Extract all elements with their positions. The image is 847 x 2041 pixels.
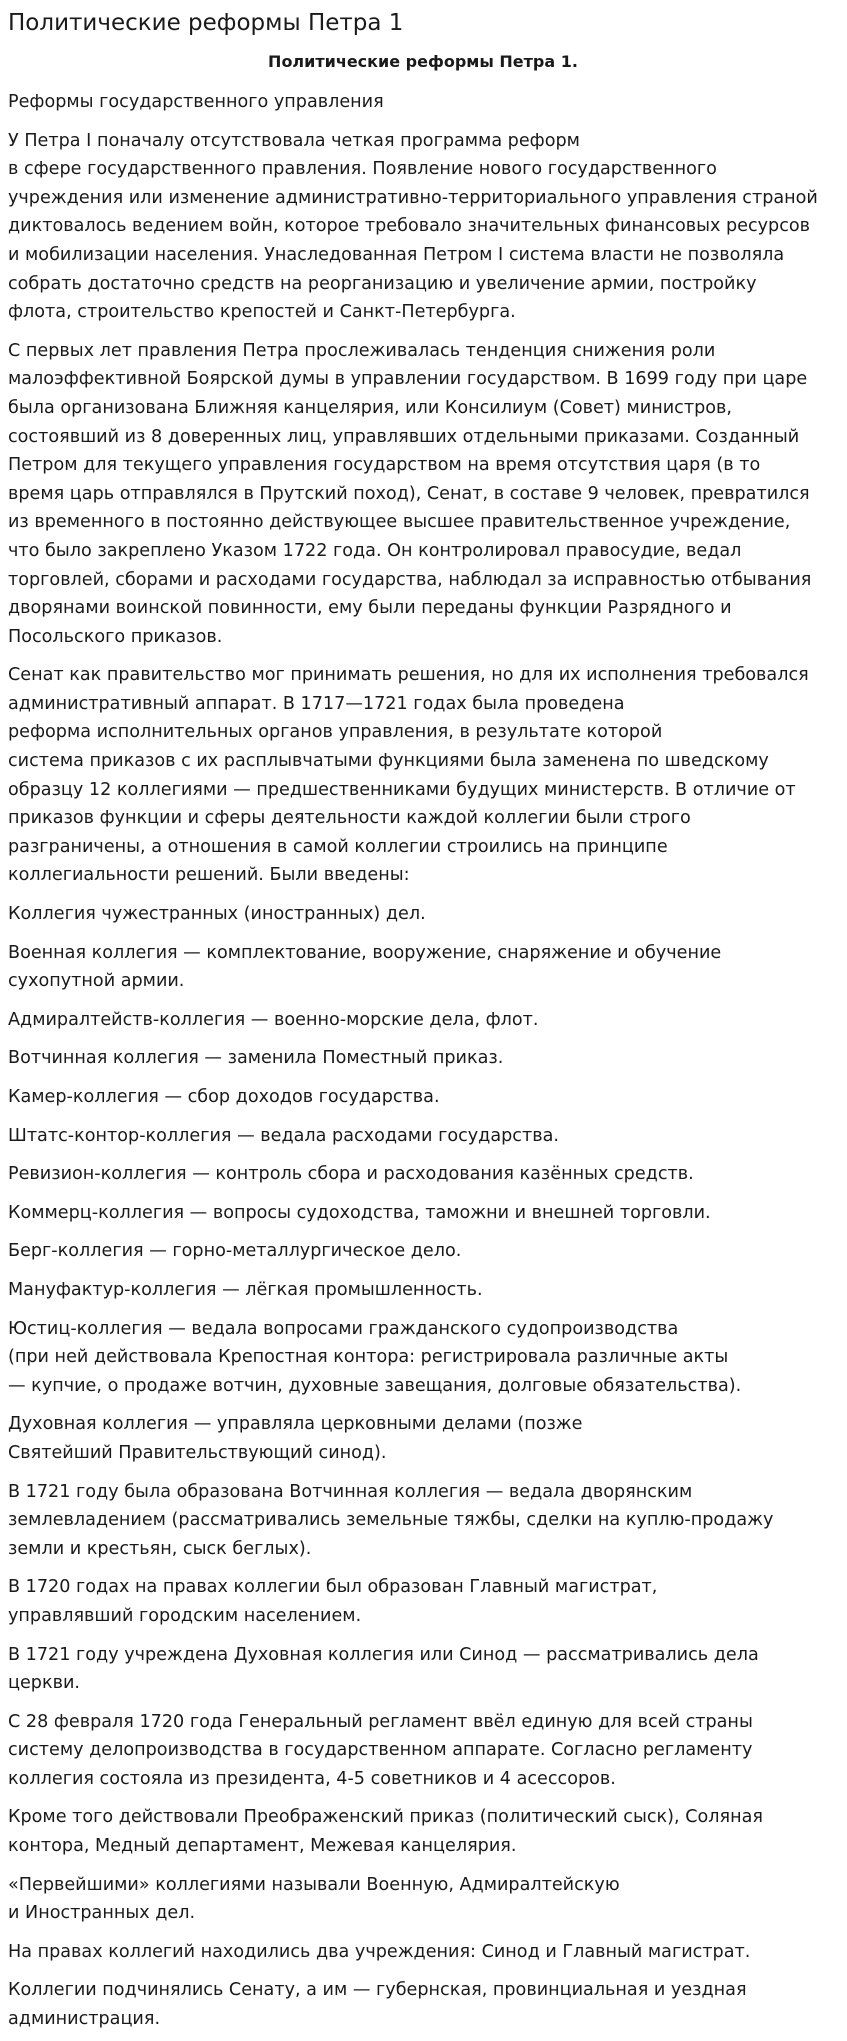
paragraph-line: «Первейшими» коллегиями называли Военную, Адмиралтейскую	[8, 1874, 620, 1895]
paragraph-line: время царь отправлялся в Прутский поход), Сенат, в составе 9 человек, превратился	[8, 483, 810, 504]
paragraph-line: Коммерц-коллегия — вопросы судоходства, таможни и внешней торговли.	[8, 1202, 711, 1223]
paragraph	[8, 1708, 838, 1794]
paragraph	[8, 1276, 838, 1305]
paragraph-line: На правах коллегий находились два учреждения: Синод и Главный магистрат.	[8, 1941, 751, 1962]
paragraph-line: Берг-коллегия — горно-металлургическое дело.	[8, 1241, 462, 1262]
paragraph-line: Коллегия чужестранных (иностранных) дел.	[8, 904, 426, 925]
paragraph-line: разграничены, а отношения в самой коллегии строились на принципе	[8, 836, 668, 857]
paragraph-line: (при ней действовала Крепостная контора: регистрировала различные акты	[8, 1347, 729, 1368]
paragraph-line: администрация.	[8, 2009, 161, 2030]
paragraph-line: диктовалось ведением войн, которое требовало значительных финансовых ресурсов	[8, 216, 811, 237]
paragraph-line: что было закреплено Указом 1722 года. Он контролировал правосудие, ведал	[8, 540, 742, 561]
paragraph-line: была организована Ближняя канцелярия, или Консилиум (Совет) министров,	[8, 397, 732, 418]
paragraph-line: Адмиралтейств-коллегия — военно-морские дела, флот.	[8, 1009, 539, 1030]
paragraph-line: Вотчинная коллегия — заменила Поместный приказ.	[8, 1048, 504, 1069]
paragraph-line: Петром для текущего управления государством на время отсутствия царя (в то	[8, 455, 761, 476]
paragraph-line: сухопутной армии.	[8, 971, 185, 992]
paragraph-line: реформа исполнительных органов управления, в результате которой	[8, 722, 663, 743]
paragraph	[8, 1803, 838, 1860]
paragraph	[8, 1160, 838, 1189]
paragraph	[8, 1641, 838, 1698]
paragraph	[8, 1122, 838, 1151]
paragraph-line: Реформы государственного управления	[8, 92, 384, 112]
paragraph-line: административный аппарат. В 1717—1721 годах была проведена	[8, 693, 625, 714]
paragraph	[8, 1478, 838, 1564]
paragraph-line: землевладением (рассматривались земельные тяжбы, сделки на куплю-продажу	[8, 1510, 774, 1531]
paragraph-line: Святейший Правительствующий синод).	[8, 1442, 387, 1463]
paragraph-line: Коллегии подчинялись Сенату, а им — губернская, провинциальная и уездная	[8, 1980, 747, 2001]
paragraph	[8, 1315, 838, 1401]
paragraph-line: С 28 февраля 1720 года Генеральный регламент ввёл единую для всей страны	[8, 1711, 753, 1732]
paragraph	[8, 337, 838, 652]
paragraph-line: Военная коллегия — комплектование, вооружение, снаряжение и обучение	[8, 942, 722, 963]
paragraph	[8, 1938, 838, 1967]
document-body	[8, 88, 838, 2034]
paragraph-line: — купчие, о продаже вотчин, духовные завещания, долговые обязательства).	[8, 1375, 742, 1396]
paragraph-line: церкви.	[8, 1673, 80, 1694]
paragraph-line: С первых лет правления Петра прослеживалась тенденция снижения роли	[8, 340, 716, 361]
paragraph-line: систему делопроизводства в государственном аппарате. Согласно регламенту	[8, 1740, 753, 1761]
document-heading: Политические реформы Петра 1.	[268, 52, 578, 71]
page-title: Политические реформы Петра 1	[8, 10, 404, 36]
paragraph-line: Ревизион-коллегия — контроль сбора и расходования казённых средств.	[8, 1164, 694, 1185]
paragraph	[8, 1410, 838, 1467]
paragraph-line: собрать достаточно средств на реорганизацию и увеличение армии, постройку	[8, 273, 757, 294]
paragraph-line: земли и крестьян, сыск беглых).	[8, 1538, 312, 1559]
paragraph-line: система приказов с их расплывчатыми функциями была заменена по шведскому	[8, 751, 769, 772]
paragraph-line: состоявший из 8 доверенных лиц, управлявших отдельными приказами. Созданный	[8, 426, 800, 447]
paragraph-line: Мануфактур-коллегия — лёгкая промышленность.	[8, 1279, 483, 1300]
paragraph-line: флота, строительство крепостей и Санкт-Петербурга.	[8, 302, 516, 323]
paragraph-line: из временного в постоянно действующее высшее правительственное учреждение,	[8, 512, 791, 533]
paragraph-line: учреждения или изменение административно-территориального управления страной	[8, 187, 818, 208]
paragraph	[8, 1976, 838, 2033]
paragraph-line: Посольского приказов.	[8, 626, 223, 647]
paragraph	[8, 661, 838, 890]
paragraph	[8, 88, 838, 117]
paragraph	[8, 1083, 838, 1112]
paragraph-line: приказов функции и сферы деятельности каждой коллегии были строго	[8, 808, 691, 829]
paragraph-line: коллегиальности решений. Были введены:	[8, 865, 410, 886]
paragraph-line: дворянами воинской повинности, ему были переданы функции Разрядного и	[8, 598, 732, 619]
paragraph-line: Юстиц-коллегия — ведала вопросами гражданского судопроизводства	[8, 1318, 679, 1339]
paragraph	[8, 900, 838, 929]
paragraph	[8, 939, 838, 996]
paragraph	[8, 1237, 838, 1266]
paragraph-line: контора, Медный департамент, Межевая канцелярия.	[8, 1836, 517, 1857]
paragraph-line: В 1720 годах на правах коллегии был образован Главный магистрат,	[8, 1577, 658, 1598]
paragraph-line: малоэффективной Боярской думы в управлении государством. В 1699 году при царе	[8, 369, 808, 390]
paragraph	[8, 1199, 838, 1228]
paragraph-line: Духовная коллегия — управляла церковными делами (позже	[8, 1414, 583, 1435]
paragraph-line: У Петра I поначалу отсутствовала четкая программа реформ	[8, 130, 580, 151]
paragraph-line: управлявший городским населением.	[8, 1605, 362, 1626]
paragraph	[8, 1573, 838, 1630]
paragraph-line: Кроме того действовали Преображенский приказ (политический сыск), Соляная	[8, 1807, 763, 1828]
paragraph-line: В 1721 году была образована Вотчинная коллегия — ведала дворянским	[8, 1481, 693, 1502]
paragraph	[8, 1006, 838, 1035]
paragraph-line: и Иностранных дел.	[8, 1903, 196, 1924]
paragraph-line: Штатс-контор-коллегия — ведала расходами государства.	[8, 1125, 559, 1146]
paragraph-line: и мобилизации населения. Унаследованная Петром I система власти не позволяла	[8, 244, 785, 265]
paragraph-line: образцу 12 коллегиями — предшественниками будущих министерств. В отличие от	[8, 779, 796, 800]
paragraph-line: Сенат как правительство мог принимать решения, но для их исполнения требовался	[8, 665, 809, 686]
paragraph-line: торговлей, сборами и расходами государства, наблюдал за исправностью отбывания	[8, 569, 812, 590]
paragraph	[8, 127, 838, 327]
paragraph-line: в сфере государственного правления. Появление нового государственного	[8, 159, 717, 180]
paragraph	[8, 1871, 838, 1928]
paragraph-line: В 1721 году учреждена Духовная коллегия или Синод — рассматривались дела	[8, 1644, 759, 1665]
paragraph-line: коллегия состояла из президента, 4-5 советников и 4 асессоров.	[8, 1768, 616, 1789]
paragraph-line: Камер-коллегия — сбор доходов государства.	[8, 1087, 440, 1107]
paragraph	[8, 1044, 838, 1073]
